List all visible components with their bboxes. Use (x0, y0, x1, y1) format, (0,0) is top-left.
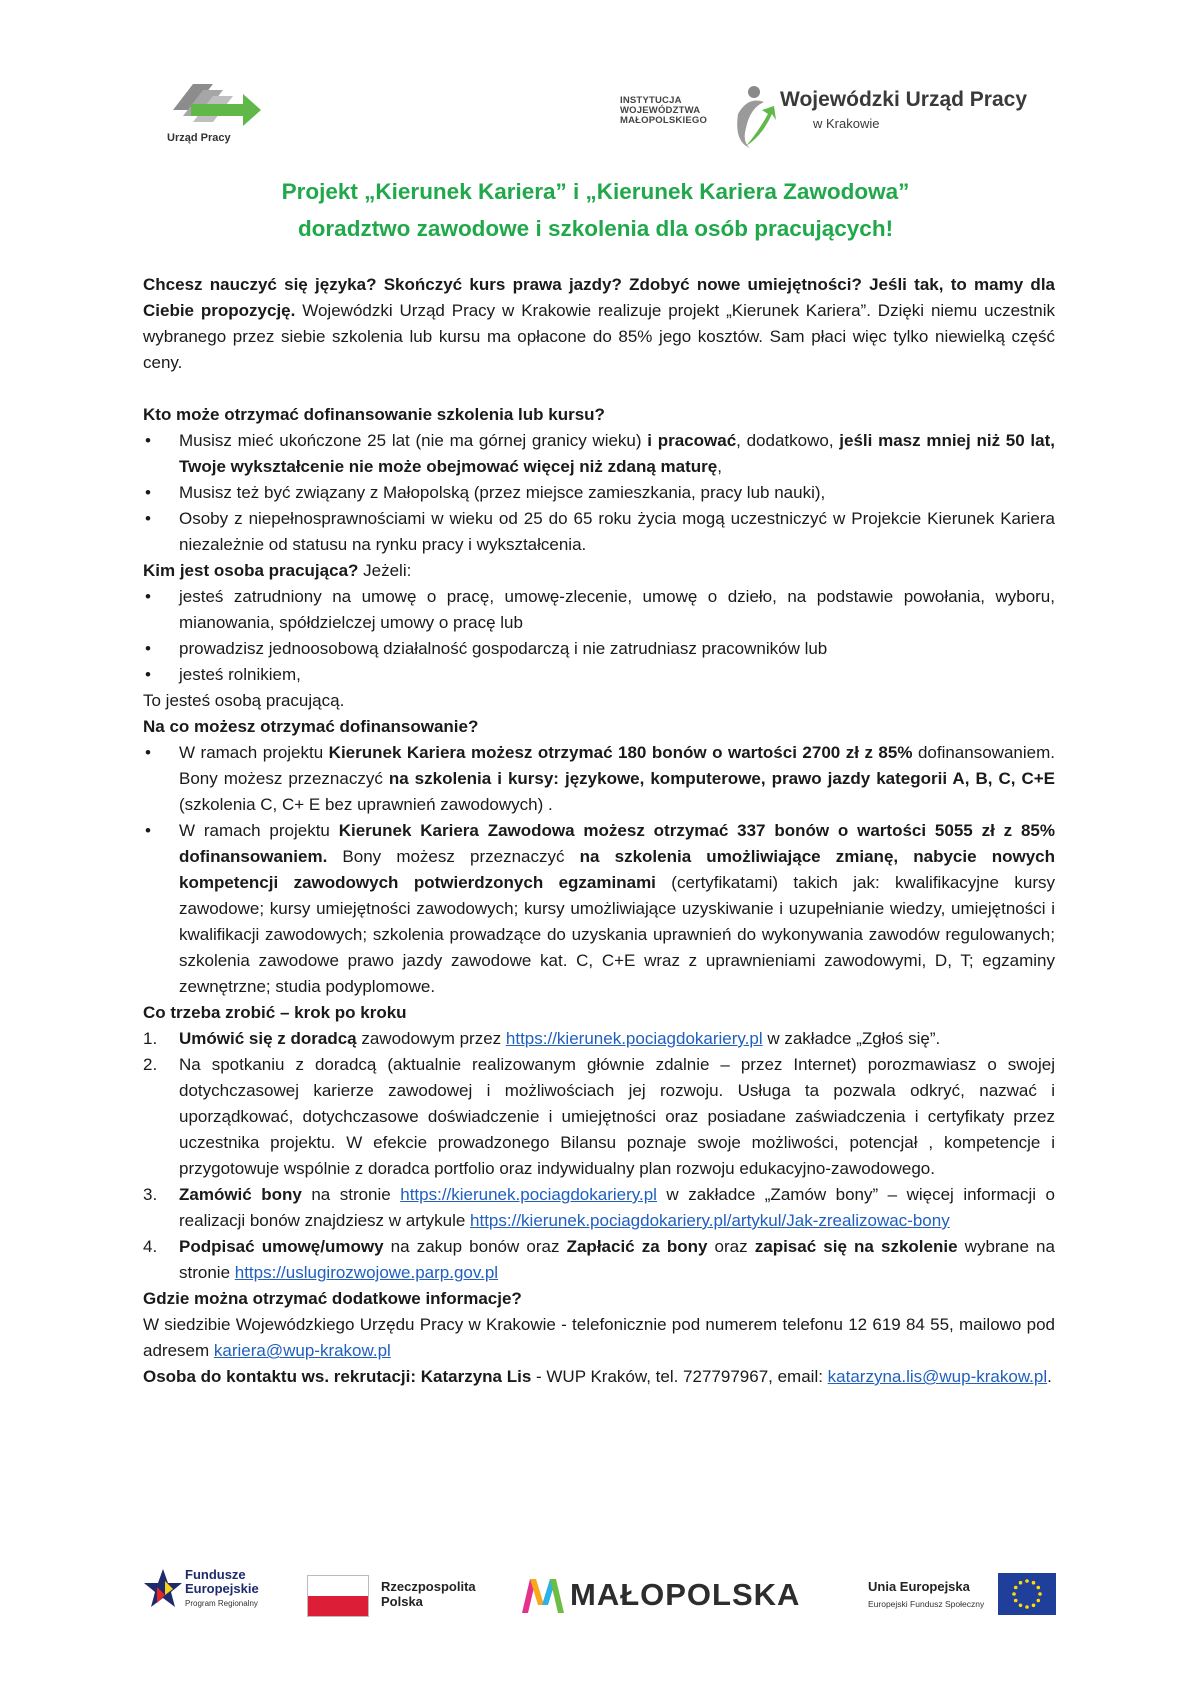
institution-label (620, 96, 707, 126)
page-title-line1: Projekt „Kierunek Kariera” i „Kierunek Kariera Zawodowa” (281, 179, 910, 204)
text: zawodowym przez (356, 1029, 506, 1048)
info-paragraph (143, 1312, 1055, 1364)
poland-flag-icon (307, 1575, 369, 1617)
bold-text: Umówić się z doradcą (179, 1029, 357, 1048)
bold-text: Kierunek Kariera Zawodowa możesz otrzymać 337 bonów o wartości 5055 zł z 85% dofinansowaniem. (179, 821, 1055, 866)
bold-text: Osoba do kontaktu ws. rekrutacji: Katarzyna Lis (143, 1367, 532, 1386)
bold-text: Kim jest osoba pracująca? (143, 561, 359, 580)
step-number: 4. (143, 1237, 158, 1256)
steps-heading: Co trzeba zrobić – krok po kroku (143, 1003, 407, 1022)
fe-star-icon (143, 1567, 183, 1615)
eu-flag-icon (998, 1573, 1056, 1615)
text: W siedzibie Wojewódzkiego Urzędu Pracy w Krakowie - telefonicznie pod numerem telefonu 12 619 84 55, mailowo pod adresem (143, 1315, 1055, 1360)
bold-text: na szkolenia umożliwiające zmianę, nabycie nowych kompetencji zawodowych potwierdzonych egzaminami (179, 847, 1055, 892)
text: Bony możesz przeznaczyć (327, 847, 580, 866)
employed-list (143, 584, 1055, 688)
list-item: • Osoby z niepełnosprawnościami w wieku od 25 do 65 roku życia mogą uczestniczyć w Projekcie Kierunek Kariera niezależnie od statusu na rynku pracy i wykształcenia. (143, 506, 1055, 558)
info-heading: Gdzie można otrzymać dodatkowe informacje? (143, 1289, 522, 1308)
list-item: • jesteś rolnikiem, (143, 662, 1055, 688)
wup-figure-icon (728, 84, 778, 150)
contact-paragraph (143, 1364, 1055, 1390)
step-number: 3. (143, 1185, 158, 1204)
ue-name: Unia Europejska (868, 1579, 970, 1594)
text: Jeżeli: (358, 561, 412, 580)
intro-text: Wojewódzki Urząd Pracy w Krakowie realizuje projekt „Kierunek Kariera”. Dzięki niemu uczestnik wybranego przez siebie szkolenia lub kursu ma opłacone do 85% jego kosztów. Sam płaci więc tylko niewielką część ceny. (143, 301, 1055, 372)
institution-line: WOJEWÓDZTWA (620, 105, 701, 116)
text: W ramach projektu (179, 821, 339, 840)
urzad-pracy-logo (165, 80, 275, 150)
wup-city: w Krakowie (813, 116, 880, 131)
wup-logo (728, 84, 1038, 152)
list-item (143, 428, 1055, 480)
step-number: 1. (143, 1029, 158, 1048)
page-title-line2: doradztwo zawodowe i szkolenia dla osób pracujących! (297, 216, 894, 241)
text: (szkolenia C, C+ E bez uprawnień zawodowych) . (179, 795, 553, 814)
text: , (717, 457, 722, 476)
bold-text: Kierunek Kariera możesz otrzymać 180 bonów o wartości 2700 zł z 85% (328, 743, 913, 762)
fundusze-europejskie-logo (143, 1565, 283, 1620)
contact-email-link[interactable]: katarzyna.lis@wup-krakow.pl (827, 1367, 1048, 1386)
text: . (1047, 1367, 1052, 1386)
employed-heading (143, 558, 1055, 584)
institution-line: INSTYTUCJA (620, 95, 682, 106)
who-heading: Kto może otrzymać dofinansowanie szkolenia lub kursu? (143, 405, 605, 424)
step-number: 2. (143, 1055, 158, 1074)
text: w zakładce „Zamów bony” – więcej informacji o realizacji bonów znajdziesz w artykule (179, 1185, 1055, 1230)
text: (certyfikatami) takich jak: kwalifikacyjne kursy zawodowe; kursy umiejętności zawodowych; kursy umożliwiające uzyskiwanie i uzupełnianie wiedzy, umiejętności i kwalifikacji zawodowych; szkolenia prowadzące do uzyskania uprawnień do wykonywania zawodów regulowanych; szkolenia zawodowe prawo jazdy zawodowe kat. C, C+E wraz z uprawnieniami zawodowymi, D, T; egzaminy zewnętrzne; studia podyplomowe. (179, 873, 1055, 996)
list-item: • prowadzisz jednoosobową działalność gospodarczą i nie zatrudniasz pracowników lub (143, 636, 1055, 662)
malopolska-m-icon (520, 1575, 566, 1615)
bold-text: zapisać się na szkolenie (754, 1237, 958, 1256)
rp-line: Polska (381, 1594, 423, 1609)
list-item: • Musisz też być związany z Małopolską (przez miejsce zamieszkania, pracy lub nauki), (143, 480, 1055, 506)
funding-heading: Na co możesz otrzymać dofinansowanie? (143, 717, 479, 736)
bold-text: Podpisać umowę/umowy (179, 1237, 384, 1256)
text: dofinansowaniem. Bony możesz przeznaczyć (179, 743, 1055, 788)
bold-text: i pracować (641, 431, 737, 450)
malopolska-name: MAŁOPOLSKA (570, 1577, 801, 1612)
document-body (143, 272, 1055, 1390)
bold-text: Zapłacić za bony (566, 1237, 708, 1256)
article-link[interactable]: https://kierunek.pociagdokariery.pl/artykul/Jak-zrealizowac-bony (470, 1211, 950, 1230)
urzad-pracy-logo-icon (165, 80, 275, 132)
institution-line: MAŁOPOLSKIEGO (620, 115, 708, 126)
list-item: • jesteś zatrudniony na umowę o pracę, umowę-zlecenie, umowę o dzieło, na podstawie powołania, wyboru, mianowania, spółdzielczej umowy o pracę lub (143, 584, 1055, 636)
malopolska-logo (520, 1575, 820, 1619)
funding-list (143, 740, 1055, 1000)
intro-bold: Chcesz nauczyć się języka? Skończyć kurs prawa jazdy? Zdobyć nowe umiejętności? Jeśli tak, to mamy dla Ciebie propozycję. (143, 275, 1055, 320)
intro-paragraph (143, 272, 1055, 376)
fe-sub: Program Regionalny (185, 1599, 258, 1608)
steps-list (143, 1026, 1055, 1286)
bold-text: na szkolenia i kursy: językowe, komputerowe, prawo jazdy kategorii A, B, C, C+E (388, 769, 1055, 788)
rp-name (381, 1579, 476, 1609)
kierunek-link[interactable]: https://kierunek.pociagdokariery.pl (400, 1185, 657, 1204)
text: w zakładce „Zgłoś się”. (762, 1029, 941, 1048)
text: na stronie (301, 1185, 401, 1204)
step-item (143, 1026, 1055, 1052)
fe-line: Fundusze (185, 1567, 246, 1582)
list-item (143, 818, 1055, 1000)
text: wybrane na stronie (179, 1237, 1055, 1282)
parp-link[interactable]: https://uslugirozwojowe.parp.gov.pl (234, 1263, 499, 1282)
bold-text: Zamówić bony (179, 1185, 302, 1204)
rp-line: Rzeczpospolita (381, 1579, 476, 1594)
kierunek-link[interactable]: https://kierunek.pociagdokariery.pl (505, 1029, 763, 1048)
step-item (143, 1182, 1055, 1234)
text: Na spotkaniu z doradcą (aktualnie realizowanym głównie zdalnie – przez Internet) porozmawiasz o swojej dotychczasowej karierze zawodowej i możliwościach jej rozwoju. Usługa ta pozwala odkryć, nazwać i uporządkować, dotychczasowe doświadczenie i umiejętności oraz posiadane zaświadczenia i certyfikaty przez uczestnika projektu. W efekcie prowadzonego Bilansu poznaje swoje możliwości, potencjał , kompetencje i przygotowuje wspólnie z doradca portfolio oraz indywidualny plan rozwoju edukacyjno-zawodowego. (179, 1055, 1055, 1178)
unia-europejska-logo (868, 1573, 1058, 1623)
text: na zakup bonów oraz (383, 1237, 567, 1256)
rzeczpospolita-logo (307, 1575, 487, 1619)
urzad-pracy-caption: Urząd Pracy (167, 132, 231, 144)
kariera-email-link[interactable]: kariera@wup-krakow.pl (213, 1341, 391, 1360)
fe-line: Europejskie (185, 1581, 259, 1596)
ue-sub: Europejski Fundusz Społeczny (868, 1599, 985, 1609)
step-item (143, 1052, 1055, 1182)
text: oraz (707, 1237, 755, 1256)
who-list (143, 428, 1055, 558)
text: W ramach projektu (179, 743, 329, 762)
employed-closing: To jesteś osobą pracującą. (143, 691, 345, 710)
text: Musisz mieć ukończone 25 lat (nie ma górnej granicy wieku) (179, 431, 642, 450)
eu-stars-icon (998, 1573, 1056, 1615)
list-item (143, 740, 1055, 818)
text: - WUP Kraków, tel. 727797967, email: (531, 1367, 828, 1386)
step-item (143, 1234, 1055, 1286)
text: , dodatkowo, (736, 431, 840, 450)
wup-name: Wojewódzki Urząd Pracy (780, 88, 1028, 111)
fe-name (185, 1568, 259, 1596)
bold-text: jeśli masz mniej niż 50 lat, Twoje wykształcenie nie może obejmować więcej niż zdaną maturę (179, 431, 1055, 476)
